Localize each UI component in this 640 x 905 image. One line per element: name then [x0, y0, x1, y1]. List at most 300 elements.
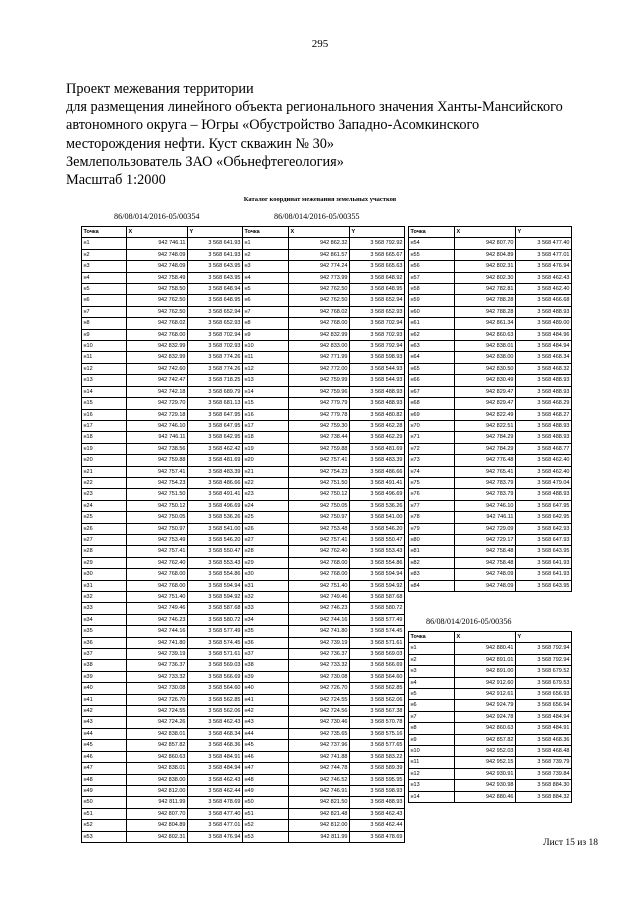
point-id-cell: н17: [82, 420, 127, 431]
x-coordinate-cell: 942 857.82: [455, 734, 516, 745]
point-id-cell: н29: [243, 557, 289, 568]
point-id-cell: н23: [82, 489, 127, 500]
table-row: [409, 238, 572, 249]
table-row: [82, 432, 243, 443]
point-id-cell: н10: [243, 341, 289, 352]
y-coordinate-cell: 3 568 652.93: [188, 318, 243, 329]
x-coordinate-cell: 942 783.79: [455, 477, 516, 488]
y-coordinate-cell: 3 568 594.94: [188, 580, 243, 591]
point-id-cell: н48: [82, 774, 127, 785]
x-coordinate-cell: 942 912.60: [455, 677, 516, 688]
column-header: Точка: [82, 227, 127, 238]
point-id-cell: н43: [243, 717, 289, 728]
point-id-cell: н47: [243, 763, 289, 774]
y-coordinate-cell: 3 568 665.63: [350, 261, 405, 272]
table-row: [243, 626, 405, 637]
point-id-cell: н31: [243, 580, 289, 591]
y-coordinate-cell: 3 568 792.94: [350, 341, 405, 352]
x-coordinate-cell: 942 748.09: [455, 580, 516, 591]
y-coordinate-cell: 3 568 479.04: [516, 477, 572, 488]
x-coordinate-cell: 942 726.70: [127, 694, 188, 705]
x-coordinate-cell: 942 762.50: [127, 306, 188, 317]
y-coordinate-cell: 3 568 571.61: [188, 649, 243, 660]
table-row: [243, 341, 405, 352]
point-id-cell: н53: [243, 831, 289, 842]
table-row: [409, 455, 572, 466]
point-id-cell: н51: [82, 808, 127, 819]
x-coordinate-cell: 942 776.48: [455, 455, 516, 466]
y-coordinate-cell: 3 568 554.86: [350, 557, 405, 568]
table-row: [243, 318, 405, 329]
point-id-cell: н9: [243, 329, 289, 340]
y-coordinate-cell: 3 568 652.94: [350, 295, 405, 306]
y-coordinate-cell: 3 568 484.94: [188, 763, 243, 774]
table-row: [82, 637, 243, 648]
x-coordinate-cell: 942 804.89: [455, 249, 516, 260]
table-row: [409, 443, 572, 454]
x-coordinate-cell: 942 750.97: [127, 523, 188, 534]
point-id-cell: н15: [243, 398, 289, 409]
table-row: [243, 694, 405, 705]
y-coordinate-cell: 3 568 643.95: [188, 272, 243, 283]
y-coordinate-cell: 3 568 550.47: [188, 546, 243, 557]
y-coordinate-cell: 3 568 656.94: [516, 700, 572, 711]
point-id-cell: н34: [243, 614, 289, 625]
point-id-cell: н32: [82, 592, 127, 603]
point-id-cell: н39: [243, 671, 289, 682]
table-header-row: [82, 227, 243, 238]
table-row: [243, 706, 405, 717]
y-coordinate-cell: 3 568 488.93: [516, 432, 572, 443]
y-coordinate-cell: 3 568 647.93: [516, 534, 572, 545]
y-coordinate-cell: 3 568 488.93: [516, 420, 572, 431]
point-id-cell: н53: [82, 831, 127, 842]
point-id-cell: н33: [243, 603, 289, 614]
table-row: [409, 666, 572, 677]
x-coordinate-cell: 942 832.99: [127, 352, 188, 363]
table-row: [82, 409, 243, 420]
y-coordinate-cell: 3 568 566.69: [188, 671, 243, 682]
y-coordinate-cell: 3 568 569.03: [350, 649, 405, 660]
table-row: [409, 523, 572, 534]
y-coordinate-cell: 3 568 566.69: [350, 660, 405, 671]
header-line: Землепользователь ЗАО «Обьнефтегеология»: [66, 153, 344, 170]
y-coordinate-cell: 3 568 484.94: [516, 711, 572, 722]
y-coordinate-cell: 3 568 481.69: [188, 455, 243, 466]
catalog-title: Каталог координат межевания земельных участков: [243, 196, 397, 203]
y-coordinate-cell: 3 568 643.95: [516, 546, 572, 557]
y-coordinate-cell: 3 568 884.30: [516, 780, 572, 791]
point-id-cell: н56: [409, 261, 455, 272]
x-coordinate-cell: 942 861.34: [455, 318, 516, 329]
y-coordinate-cell: 3 568 488.93: [516, 386, 572, 397]
y-coordinate-cell: 3 568 462.42: [188, 443, 243, 454]
y-coordinate-cell: 3 568 718.25: [188, 375, 243, 386]
table-row: [409, 420, 572, 431]
x-coordinate-cell: 942 750.12: [127, 500, 188, 511]
y-coordinate-cell: 3 568 462.43: [188, 774, 243, 785]
table-row: [243, 557, 405, 568]
point-id-cell: н3: [243, 261, 289, 272]
x-coordinate-cell: 942 880.41: [455, 643, 516, 654]
point-id-cell: н17: [243, 420, 289, 431]
x-coordinate-cell: 942 741.80: [127, 637, 188, 648]
x-coordinate-cell: 942 749.46: [289, 592, 350, 603]
y-coordinate-cell: 3 568 577.49: [350, 614, 405, 625]
x-coordinate-cell: 942 833.00: [289, 341, 350, 352]
y-coordinate-cell: 3 568 595.95: [350, 774, 405, 785]
table-row: [409, 477, 572, 488]
point-id-cell: н82: [409, 557, 455, 568]
x-coordinate-cell: 942 739.19: [127, 649, 188, 660]
x-coordinate-cell: 942 860.63: [127, 751, 188, 762]
table-row: [243, 785, 405, 796]
y-coordinate-cell: 3 568 562.06: [350, 694, 405, 705]
point-id-cell: н21: [82, 466, 127, 477]
y-coordinate-cell: 3 568 774.26: [188, 363, 243, 374]
table-row: [82, 706, 243, 717]
y-coordinate-cell: 3 568 648.95: [188, 295, 243, 306]
point-id-cell: н14: [82, 386, 127, 397]
y-coordinate-cell: 3 568 647.95: [188, 420, 243, 431]
point-id-cell: н12: [409, 768, 455, 779]
y-coordinate-cell: 3 568 642.95: [188, 432, 243, 443]
table-row: [82, 420, 243, 431]
x-coordinate-cell: 942 746.10: [127, 420, 188, 431]
x-coordinate-cell: 942 758.50: [127, 284, 188, 295]
table-row: [82, 626, 243, 637]
point-id-cell: н22: [243, 477, 289, 488]
x-coordinate-cell: 942 724.56: [289, 706, 350, 717]
column-header: Точка: [243, 227, 289, 238]
point-id-cell: н30: [243, 569, 289, 580]
y-coordinate-cell: 3 568 570.78: [350, 717, 405, 728]
y-coordinate-cell: 3 568 679.53: [516, 677, 572, 688]
table-row: [243, 683, 405, 694]
x-coordinate-cell: 942 730.08: [127, 683, 188, 694]
table-row: [82, 557, 243, 568]
x-coordinate-cell: 942 829.47: [455, 386, 516, 397]
y-coordinate-cell: 3 568 544.93: [350, 375, 405, 386]
table-row: [409, 409, 572, 420]
point-id-cell: н47: [82, 763, 127, 774]
y-coordinate-cell: 3 568 577.65: [350, 740, 405, 751]
table-row: [409, 677, 572, 688]
point-id-cell: н25: [82, 512, 127, 523]
table-row: [243, 512, 405, 523]
table-row: [409, 780, 572, 791]
y-coordinate-cell: 3 568 567.38: [350, 706, 405, 717]
y-coordinate-cell: 3 568 468.34: [516, 352, 572, 363]
point-id-cell: н77: [409, 500, 455, 511]
point-id-cell: н3: [82, 261, 127, 272]
point-id-cell: н49: [82, 785, 127, 796]
x-coordinate-cell: 942 860.63: [455, 329, 516, 340]
x-coordinate-cell: 942 762.40: [289, 546, 350, 557]
x-coordinate-cell: 942 762.50: [127, 295, 188, 306]
point-id-cell: н33: [82, 603, 127, 614]
x-coordinate-cell: 942 746.10: [455, 500, 516, 511]
table-row: [409, 757, 572, 768]
point-id-cell: н45: [82, 740, 127, 751]
table-row: [409, 689, 572, 700]
point-id-cell: н66: [409, 375, 455, 386]
table-row: [82, 774, 243, 785]
x-coordinate-cell: 942 738.44: [289, 432, 350, 443]
point-id-cell: н22: [82, 477, 127, 488]
y-coordinate-cell: 3 568 681.13: [188, 398, 243, 409]
x-coordinate-cell: 942 782.81: [455, 284, 516, 295]
x-coordinate-cell: 942 741.80: [289, 626, 350, 637]
table-row: [243, 671, 405, 682]
table-row: [82, 534, 243, 545]
table-row: [82, 820, 243, 831]
point-id-cell: н5: [82, 284, 127, 295]
x-coordinate-cell: 942 838.01: [455, 341, 516, 352]
y-coordinate-cell: 3 568 462.40: [516, 466, 572, 477]
y-coordinate-cell: 3 568 477.01: [188, 820, 243, 831]
x-coordinate-cell: 942 742.47: [127, 375, 188, 386]
y-coordinate-cell: 3 568 468.29: [516, 398, 572, 409]
coords-table-00356: [408, 631, 572, 803]
point-id-cell: н14: [409, 791, 455, 802]
x-coordinate-cell: 942 741.88: [289, 751, 350, 762]
point-id-cell: н14: [243, 386, 289, 397]
table-row: [243, 797, 405, 808]
x-coordinate-cell: 942 807.70: [127, 808, 188, 819]
table-row: [409, 512, 572, 523]
y-coordinate-cell: 3 568 587.68: [188, 603, 243, 614]
x-coordinate-cell: 942 758.48: [455, 546, 516, 557]
table-row: [243, 808, 405, 819]
x-coordinate-cell: 942 758.48: [455, 557, 516, 568]
table-row: [243, 432, 405, 443]
y-coordinate-cell: 3 568 577.49: [188, 626, 243, 637]
table-row: [243, 546, 405, 557]
y-coordinate-cell: 3 568 583.22: [350, 751, 405, 762]
x-coordinate-cell: 942 811.99: [127, 797, 188, 808]
y-coordinate-cell: 3 568 462.40: [516, 284, 572, 295]
y-coordinate-cell: 3 568 488.93: [516, 306, 572, 317]
y-coordinate-cell: 3 568 489.00: [516, 318, 572, 329]
column-header: Y: [350, 227, 405, 238]
table-row: [243, 420, 405, 431]
point-id-cell: н27: [82, 534, 127, 545]
table-row: [243, 820, 405, 831]
y-coordinate-cell: 3 568 488.93: [350, 797, 405, 808]
x-coordinate-cell: 942 830.50: [455, 363, 516, 374]
table-row: [82, 318, 243, 329]
y-coordinate-cell: 3 568 480.82: [350, 409, 405, 420]
point-id-cell: н55: [409, 249, 455, 260]
table-row: [409, 500, 572, 511]
point-id-cell: н4: [243, 272, 289, 283]
x-coordinate-cell: 942 857.82: [127, 740, 188, 751]
point-id-cell: н29: [82, 557, 127, 568]
point-id-cell: н45: [243, 740, 289, 751]
y-coordinate-cell: 3 568 594.92: [188, 592, 243, 603]
table-row: [243, 249, 405, 260]
point-id-cell: н60: [409, 306, 455, 317]
y-coordinate-cell: 3 568 641.93: [516, 557, 572, 568]
y-coordinate-cell: 3 568 481.69: [350, 443, 405, 454]
table-row: [243, 523, 405, 534]
point-id-cell: н74: [409, 466, 455, 477]
table-row: [243, 740, 405, 751]
point-id-cell: н25: [243, 512, 289, 523]
x-coordinate-cell: 942 746.11: [455, 512, 516, 523]
x-coordinate-cell: 942 812.00: [289, 820, 350, 831]
table-row: [82, 512, 243, 523]
point-id-cell: н37: [82, 649, 127, 660]
table-row: [243, 363, 405, 374]
table-row: [243, 580, 405, 591]
table-row: [82, 614, 243, 625]
y-coordinate-cell: 3 568 652.94: [188, 306, 243, 317]
x-coordinate-cell: 942 757.41: [127, 466, 188, 477]
table-row: [409, 398, 572, 409]
table-row: [82, 831, 243, 842]
table-row: [409, 723, 572, 734]
table-row: [409, 386, 572, 397]
point-id-cell: н46: [82, 751, 127, 762]
y-coordinate-cell: 3 568 739.84: [516, 768, 572, 779]
x-coordinate-cell: 942 762.50: [289, 295, 350, 306]
x-coordinate-cell: 942 829.47: [455, 398, 516, 409]
point-id-cell: н11: [409, 757, 455, 768]
x-coordinate-cell: 942 750.05: [127, 512, 188, 523]
table-row: [409, 580, 572, 591]
point-id-cell: н35: [243, 626, 289, 637]
table-row: [409, 261, 572, 272]
point-id-cell: н1: [243, 238, 289, 249]
y-coordinate-cell: 3 568 679.52: [516, 666, 572, 677]
y-coordinate-cell: 3 568 488.93: [350, 398, 405, 409]
point-id-cell: н28: [82, 546, 127, 557]
x-coordinate-cell: 942 812.00: [127, 785, 188, 796]
x-coordinate-cell: 942 744.16: [127, 626, 188, 637]
y-coordinate-cell: 3 568 468.27: [516, 409, 572, 420]
x-coordinate-cell: 942 729.70: [127, 398, 188, 409]
y-coordinate-cell: 3 568 483.39: [350, 455, 405, 466]
x-coordinate-cell: 942 724.55: [289, 694, 350, 705]
x-coordinate-cell: 942 930.98: [455, 780, 516, 791]
point-id-cell: н43: [82, 717, 127, 728]
point-id-cell: н62: [409, 329, 455, 340]
point-id-cell: н84: [409, 580, 455, 591]
point-id-cell: н57: [409, 272, 455, 283]
x-coordinate-cell: 942 773.99: [289, 272, 350, 283]
point-id-cell: н37: [243, 649, 289, 660]
x-coordinate-cell: 942 724.55: [127, 706, 188, 717]
point-id-cell: н1: [82, 238, 127, 249]
y-coordinate-cell: 3 568 569.03: [188, 660, 243, 671]
point-id-cell: н58: [409, 284, 455, 295]
point-id-cell: н8: [82, 318, 127, 329]
point-id-cell: н2: [243, 249, 289, 260]
table-row: [82, 763, 243, 774]
table-row: [82, 238, 243, 249]
table-row: [82, 386, 243, 397]
table-row: [82, 398, 243, 409]
point-id-cell: н28: [243, 546, 289, 557]
y-coordinate-cell: 3 568 580.72: [188, 614, 243, 625]
table-header-row: [409, 632, 572, 643]
x-coordinate-cell: 942 757.41: [289, 455, 350, 466]
y-coordinate-cell: 3 568 594.92: [350, 580, 405, 591]
table-row: [82, 341, 243, 352]
x-coordinate-cell: 942 751.50: [127, 489, 188, 500]
table-row: [409, 375, 572, 386]
point-id-cell: н9: [82, 329, 127, 340]
table-row: [82, 363, 243, 374]
x-coordinate-cell: 942 736.37: [289, 649, 350, 660]
coords-table-00354: [81, 226, 243, 843]
table-row: [82, 785, 243, 796]
x-coordinate-cell: 942 768.00: [127, 329, 188, 340]
y-coordinate-cell: 3 568 647.95: [516, 500, 572, 511]
x-coordinate-cell: 942 822.51: [455, 420, 516, 431]
y-coordinate-cell: 3 568 580.72: [350, 603, 405, 614]
x-coordinate-cell: 942 838.01: [127, 763, 188, 774]
table-row: [82, 489, 243, 500]
point-id-cell: н23: [243, 489, 289, 500]
x-coordinate-cell: 942 772.00: [289, 363, 350, 374]
x-coordinate-cell: 942 930.91: [455, 768, 516, 779]
point-id-cell: н21: [243, 466, 289, 477]
header-line: Масштаб 1:2000: [66, 172, 166, 189]
point-id-cell: н40: [243, 683, 289, 694]
point-id-cell: н34: [82, 614, 127, 625]
point-id-cell: н13: [82, 375, 127, 386]
point-id-cell: н18: [243, 432, 289, 443]
x-coordinate-cell: 942 821.50: [289, 797, 350, 808]
table-row: [243, 603, 405, 614]
x-coordinate-cell: 942 788.28: [455, 306, 516, 317]
point-id-cell: н26: [82, 523, 127, 534]
x-coordinate-cell: 942 738.56: [127, 443, 188, 454]
table-row: [243, 774, 405, 785]
x-coordinate-cell: 942 730.46: [289, 717, 350, 728]
x-coordinate-cell: 942 757.41: [289, 534, 350, 545]
point-id-cell: н9: [409, 734, 455, 745]
point-id-cell: н18: [82, 432, 127, 443]
point-id-cell: н52: [243, 820, 289, 831]
table-row: [243, 728, 405, 739]
y-coordinate-cell: 3 568 477.01: [516, 249, 572, 260]
point-id-cell: н15: [82, 398, 127, 409]
y-coordinate-cell: 3 568 574.45: [188, 637, 243, 648]
x-coordinate-cell: 942 758.49: [127, 272, 188, 283]
x-coordinate-cell: 942 754.23: [127, 477, 188, 488]
x-coordinate-cell: 942 768.00: [289, 318, 350, 329]
x-coordinate-cell: 942 768.02: [127, 318, 188, 329]
point-id-cell: н36: [243, 637, 289, 648]
table-row: [243, 614, 405, 625]
point-id-cell: н41: [243, 694, 289, 705]
y-coordinate-cell: 3 568 571.61: [350, 637, 405, 648]
table-row: [82, 284, 243, 295]
table-row: [82, 569, 243, 580]
table-row: [243, 569, 405, 580]
column-header: Y: [188, 227, 243, 238]
y-coordinate-cell: 3 568 484.96: [516, 329, 572, 340]
x-coordinate-cell: 942 838.00: [127, 774, 188, 785]
y-coordinate-cell: 3 568 550.47: [350, 534, 405, 545]
table-row: [82, 443, 243, 454]
x-coordinate-cell: 942 774.24: [289, 261, 350, 272]
table-row: [82, 808, 243, 819]
